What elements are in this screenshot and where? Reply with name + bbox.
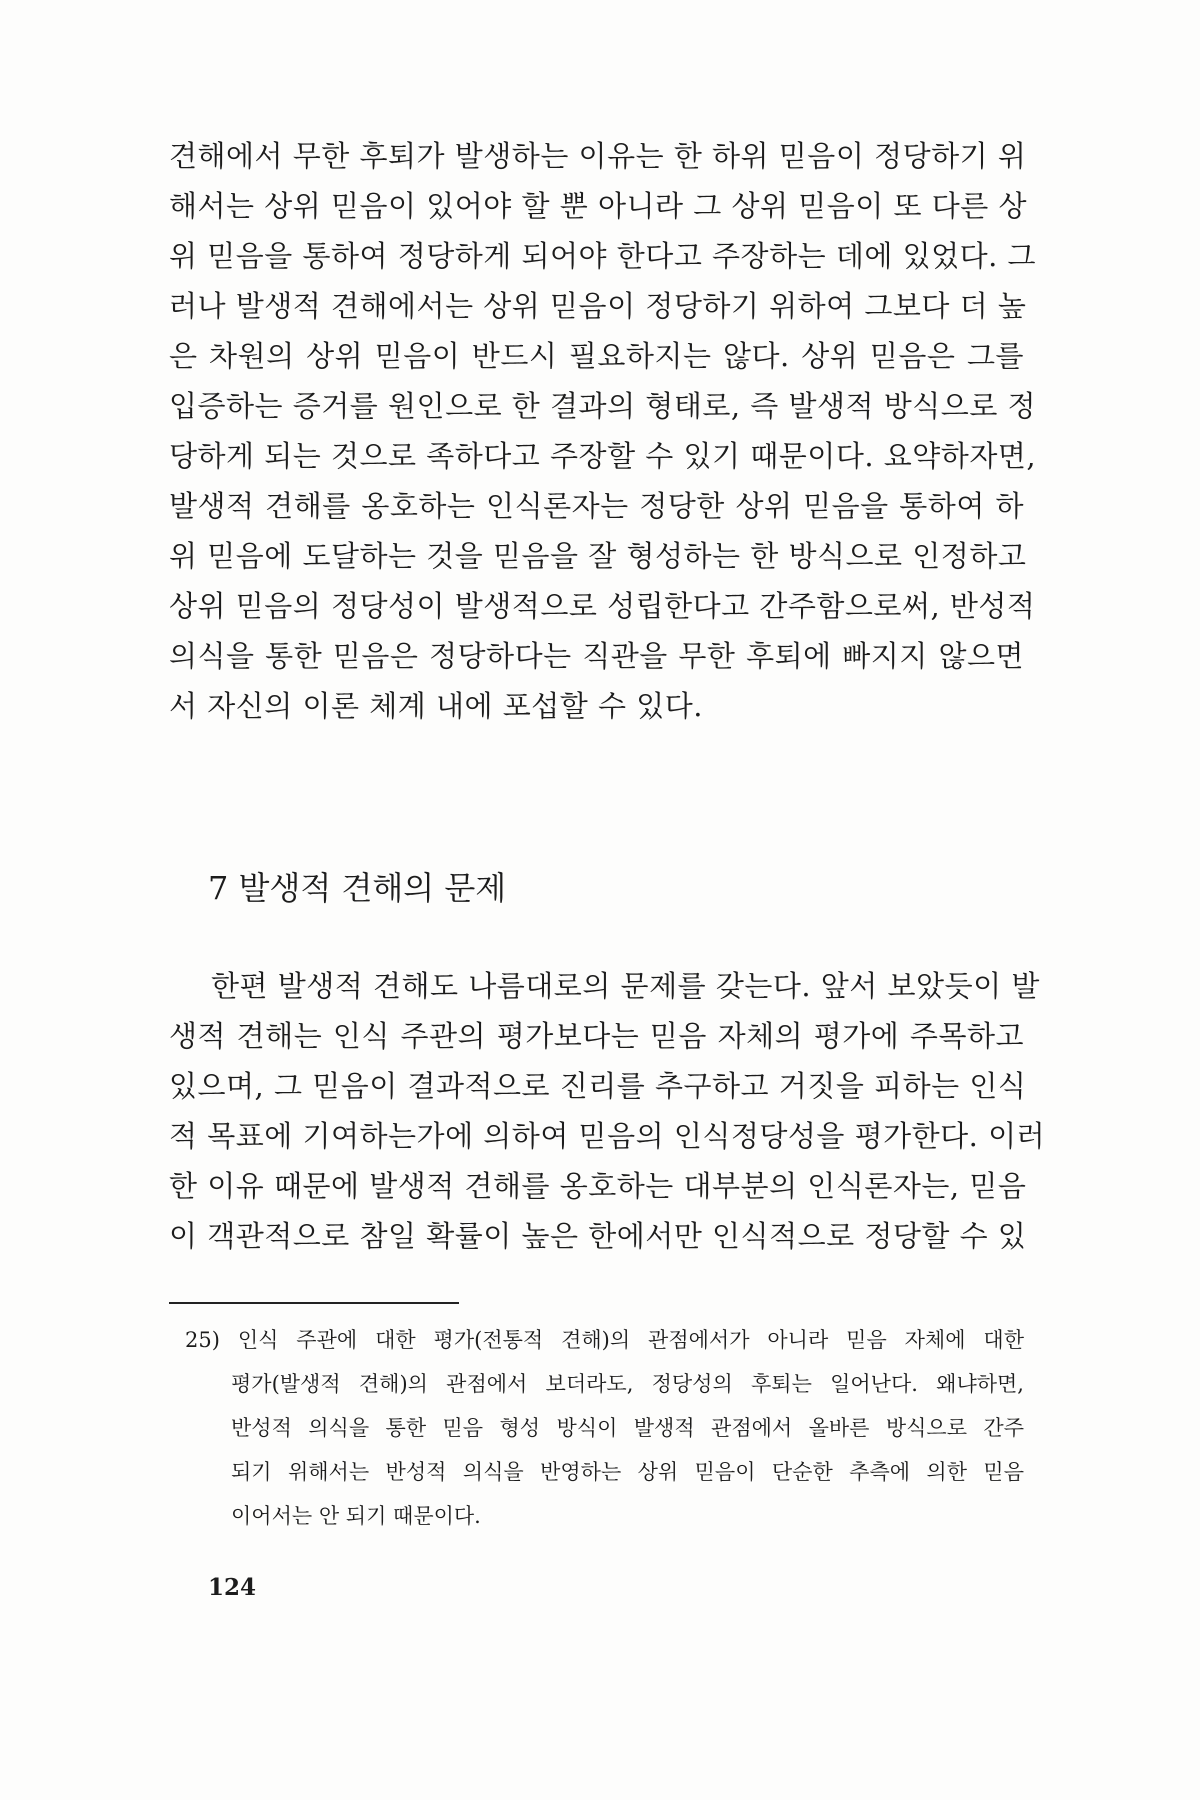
text-line: 발생적 견해를 옹호하는 인식론자는 정당한 상위 믿음을 통하여 하 — [169, 489, 1024, 523]
text-line: 생적 견해는 인식 주관의 평가보다는 믿음 자체의 평가에 주목하고 — [169, 1019, 1024, 1053]
text-line: 위 믿음에 도달하는 것을 믿음을 잘 형성하는 한 방식으로 인정하고 — [169, 539, 1027, 573]
text-line: 입증하는 증거를 원인으로 한 결과의 형태로, 즉 발생적 방식으로 정 — [169, 389, 1037, 423]
text-line: 한편 발생적 견해도 나름대로의 문제를 갖는다. 앞서 보았듯이 발 — [211, 969, 1040, 1003]
text-line: 서 자신의 이론 체계 내에 포섭할 수 있다. — [169, 689, 703, 723]
footnote-line: 25) 인식 주관에 대한 평가(전통적 견해)의 관점에서가 아니라 믿음 자체에 대한 — [185, 1328, 1024, 1352]
footnote-line: 이어서는 안 되기 때문이다. — [231, 1504, 481, 1528]
text-line: 있으며, 그 믿음이 결과적으로 진리를 추구하고 거짓을 피하는 인식 — [169, 1069, 1027, 1103]
text-line: 이 객관적으로 참일 확률이 높은 한에서만 인식적으로 정당할 수 있 — [169, 1219, 1027, 1253]
text-line: 위 믿음을 통하여 정당하게 되어야 한다고 주장하는 데에 있었다. 그 — [169, 239, 1037, 273]
footnote-divider — [169, 1302, 459, 1304]
footnote-line: 반성적 의식을 통한 믿음 형성 방식이 발생적 관점에서 올바른 방식으로 간주 — [231, 1416, 1024, 1440]
page-number: 124 — [208, 1574, 257, 1601]
text-line: 해서는 상위 믿음이 있어야 할 뿐 아니라 그 상위 믿음이 또 다른 상 — [169, 189, 1027, 223]
text-line: 의식을 통한 믿음은 정당하다는 직관을 무한 후퇴에 빠지지 않으면 — [169, 639, 1024, 673]
section-heading: 7 발생적 견해의 문제 — [208, 869, 507, 907]
text-line: 은 차원의 상위 믿음이 반드시 필요하지는 않다. 상위 믿음은 그를 — [169, 339, 1024, 373]
text-line: 러나 발생적 견해에서는 상위 믿음이 정당하기 위하여 그보다 더 높 — [169, 289, 1027, 323]
footnote-line: 평가(발생적 견해)의 관점에서 보더라도, 정당성의 후퇴는 일어난다. 왜냐하면, — [231, 1372, 1024, 1396]
text-line: 상위 믿음의 정당성이 발생적으로 성립한다고 간주함으로써, 반성적 — [169, 589, 1036, 623]
text-line: 적 목표에 기여하는가에 의하여 믿음의 인식정당성을 평가한다. 이러 — [169, 1119, 1046, 1153]
text-line: 한 이유 때문에 발생적 견해를 옹호하는 대부분의 인식론자는, 믿음 — [169, 1169, 1027, 1203]
text-line: 견해에서 무한 후퇴가 발생하는 이유는 한 하위 믿음이 정당하기 위 — [169, 139, 1027, 173]
text-line: 당하게 되는 것으로 족하다고 주장할 수 있기 때문이다. 요약하자면, — [169, 439, 1037, 473]
footnote-line: 되기 위해서는 반성적 의식을 반영하는 상위 믿음이 단순한 추측에 의한 믿음 — [231, 1460, 1024, 1484]
